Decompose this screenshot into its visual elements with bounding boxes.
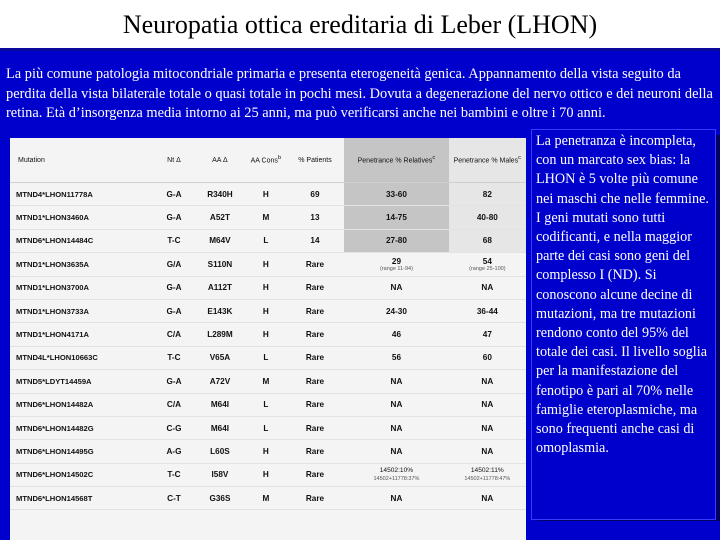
cell-mutation xyxy=(10,463,154,486)
header-penetrance-males: Penetrance % Males$^c$ xyxy=(449,138,526,183)
table-row xyxy=(10,487,526,510)
cell-aa-value: A112T xyxy=(207,283,232,293)
cell-nt-value: T-C xyxy=(167,236,181,246)
cell-penetrance-males-value: NA xyxy=(481,376,494,386)
cell-patients xyxy=(286,183,344,206)
cell-patients-value: 69 xyxy=(310,189,320,199)
cell-aa-cons-value: H xyxy=(262,283,269,293)
cell-patients-value: Rare xyxy=(305,400,325,410)
cell-mutation-value: MTND1*LHON3460A xyxy=(16,213,90,223)
cell-nt-value: A-G xyxy=(166,446,182,456)
cell-aa-value: M64I xyxy=(210,400,230,410)
cell-mutation xyxy=(10,183,154,206)
cell-mutation-value: MTND6*LHON14482G xyxy=(16,423,94,433)
cell-penetrance-relatives xyxy=(344,276,448,299)
cell-patients-value: Rare xyxy=(305,353,325,363)
cell-nt xyxy=(154,487,194,510)
cell-penetrance-relatives xyxy=(344,416,448,439)
cell-aa-value: I58V xyxy=(211,470,229,480)
cell-mutation-value: MTND6*LHON14568T xyxy=(16,493,93,503)
cell-nt xyxy=(154,276,194,299)
cell-patients xyxy=(286,440,344,463)
cell-nt xyxy=(154,416,194,439)
cell-penetrance-males-value: 40-80 xyxy=(476,213,498,223)
cell-aa-cons xyxy=(246,276,286,299)
table-row xyxy=(10,229,526,252)
cell-aa-value: A52T xyxy=(209,213,230,223)
cell-mutation xyxy=(10,346,154,369)
cell-mutation-value: MTND1*LHON3733A xyxy=(16,306,90,316)
cell-nt-value: G-A xyxy=(166,376,182,386)
cell-penetrance-males xyxy=(449,416,526,439)
cell-patients xyxy=(286,463,344,486)
cell-nt xyxy=(154,440,194,463)
cell-mutation xyxy=(10,253,154,276)
cell-penetrance-relatives-note: 14502+11778:37% xyxy=(373,475,420,482)
cell-patients xyxy=(286,370,344,393)
cell-aa-value: G36S xyxy=(209,493,231,503)
cell-patients xyxy=(286,487,344,510)
side-text: La penetranza è incompleta, con un marcato sex bias: la LHON è 5 volte più comune nei maschi che nelle femmine. I geni mutati sono tutti codificanti, e nella maggior parte dei casi sono geni del complesso I (ND). Si conoscono alcune decine di mutazioni, ma tre mutazioni rendono conto del 95% del totale dei casi. Il livello soglia per la manifestazione del fenotipo è pari al 70% nelle famiglie eteroplasmiche, ma sono frequenti anche casi di omoplasmia. xyxy=(536,133,709,457)
cell-aa-cons xyxy=(246,253,286,276)
cell-penetrance-relatives xyxy=(344,299,448,322)
cell-aa xyxy=(194,276,246,299)
cell-mutation-value: MTND6*LHON14495G xyxy=(16,446,94,456)
table-row xyxy=(10,440,526,463)
cell-mutation-value: MTND5*LDYT14459A xyxy=(16,376,92,386)
cell-aa-value: R340H xyxy=(207,189,233,199)
cell-penetrance-males-value: 36-44 xyxy=(476,306,498,316)
cell-aa-cons-value: H xyxy=(262,446,269,456)
slide-title: Neuropatia ottica ereditaria di Leber (LHON) xyxy=(122,10,598,39)
cell-aa-cons xyxy=(246,370,286,393)
cell-mutation xyxy=(10,416,154,439)
cell-aa-cons-value: L xyxy=(263,400,269,410)
cell-mutation-value: MTND1*LHON3635A xyxy=(16,259,90,269)
cell-nt-value: C-G xyxy=(166,423,182,433)
cell-aa-cons-value: H xyxy=(262,259,269,269)
cell-penetrance-relatives-note: (range 11-94) xyxy=(379,265,413,272)
cell-nt-value: C/A xyxy=(166,400,182,410)
table-row xyxy=(10,253,526,276)
cell-aa-cons-value: M xyxy=(262,213,270,223)
cell-patients-value: 14 xyxy=(310,236,320,246)
cell-nt-value: T-C xyxy=(167,353,181,363)
header-aa: AA Δ xyxy=(194,138,246,183)
cell-aa-value: S110N xyxy=(207,259,233,269)
table-row xyxy=(10,393,526,416)
table-header-row xyxy=(10,138,526,183)
table-row xyxy=(10,276,526,299)
cell-mutation-value: MTND1*LHON3700A xyxy=(16,283,90,293)
cell-mutation xyxy=(10,299,154,322)
cell-mutation xyxy=(10,440,154,463)
cell-penetrance-males xyxy=(449,299,526,322)
cell-penetrance-males-value: 47 xyxy=(482,330,492,340)
cell-penetrance-males-value: NA xyxy=(481,446,494,456)
cell-aa-cons-value: L xyxy=(263,236,269,246)
cell-patients-value: Rare xyxy=(305,306,325,316)
mutation-table-panel xyxy=(10,138,526,540)
cell-mutation-value: MTND4*LHON11778A xyxy=(16,189,93,199)
header-mutation: Mutation xyxy=(10,138,154,183)
cell-penetrance-relatives xyxy=(344,346,448,369)
cell-aa-cons xyxy=(246,183,286,206)
cell-penetrance-males xyxy=(449,370,526,393)
cell-aa-cons xyxy=(246,229,286,252)
title-bar xyxy=(0,0,720,51)
cell-aa-cons xyxy=(246,206,286,229)
cell-penetrance-relatives-value: 46 xyxy=(391,330,401,340)
cell-aa-cons-value: L xyxy=(263,353,269,363)
cell-nt-value: G-A xyxy=(166,283,182,293)
table-row xyxy=(10,370,526,393)
cell-penetrance-males-value: NA xyxy=(481,283,494,293)
cell-penetrance-relatives-value: NA xyxy=(390,376,403,386)
cell-mutation xyxy=(10,323,154,346)
cell-penetrance-males xyxy=(449,393,526,416)
cell-aa-value: L60S xyxy=(210,446,230,456)
cell-mutation xyxy=(10,370,154,393)
cell-penetrance-relatives xyxy=(344,183,448,206)
cell-aa-cons xyxy=(246,299,286,322)
cell-aa-value: M64I xyxy=(210,423,230,433)
cell-penetrance-males-note: (range 25-100) xyxy=(469,265,506,272)
cell-penetrance-relatives xyxy=(344,487,448,510)
header-nt: Nt Δ xyxy=(154,138,194,183)
cell-penetrance-relatives xyxy=(344,206,448,229)
cell-nt xyxy=(154,253,194,276)
cell-mutation-value: MTND6*LHON14484C xyxy=(16,236,94,246)
cell-penetrance-relatives-value: NA xyxy=(390,493,403,503)
cell-aa xyxy=(194,183,246,206)
cell-penetrance-males xyxy=(449,253,526,276)
cell-aa-cons-value: H xyxy=(262,470,269,480)
header-aa-cons: AA Cons$^b$ xyxy=(246,138,286,183)
cell-penetrance-males-value: 68 xyxy=(482,236,492,246)
cell-aa-cons xyxy=(246,487,286,510)
cell-nt xyxy=(154,183,194,206)
cell-patients xyxy=(286,253,344,276)
intro-paragraph: La più comune patologia mitocondriale primaria e presenta eterogeneità genica. Appannamento della vista seguito da perdita della vista bilaterale totale o quasi totale in pochi mesi. Dovuta a degenerazione del nervo ottico e dei neuroni della retina. Età d’insorgenza media intorno ai 25 anni, ma può verificarsi anche nei bambini e oltre i 70 anni. xyxy=(6,66,713,122)
cell-aa xyxy=(194,346,246,369)
cell-patients-value: Rare xyxy=(305,376,325,386)
table-row xyxy=(10,183,526,206)
cell-aa-cons-value: M xyxy=(262,376,270,386)
cell-penetrance-relatives-value: 27-80 xyxy=(385,236,407,246)
cell-mutation-value: MTND1*LHON4171A xyxy=(16,330,90,340)
cell-nt-value: G-A xyxy=(166,306,182,316)
cell-penetrance-males xyxy=(449,206,526,229)
cell-nt xyxy=(154,206,194,229)
cell-nt xyxy=(154,299,194,322)
cell-nt xyxy=(154,463,194,486)
cell-aa-cons-value: L xyxy=(263,423,269,433)
cell-aa xyxy=(194,206,246,229)
cell-aa-value: E143K xyxy=(207,306,233,316)
cell-penetrance-males-value: NA xyxy=(481,400,494,410)
cell-penetrance-relatives-value: 56 xyxy=(391,353,401,363)
cell-mutation-value: MTND4L*LHON10663C xyxy=(16,353,98,363)
cell-nt-value: G-A xyxy=(166,213,182,223)
cell-penetrance-males xyxy=(449,183,526,206)
cell-nt-value: G-A xyxy=(166,189,182,199)
cell-patients-value: Rare xyxy=(305,493,325,503)
cell-patients xyxy=(286,416,344,439)
cell-patients xyxy=(286,229,344,252)
cell-aa-value: V65A xyxy=(209,353,231,363)
table-row xyxy=(10,323,526,346)
cell-mutation xyxy=(10,206,154,229)
cell-mutation xyxy=(10,393,154,416)
cell-nt xyxy=(154,323,194,346)
cell-penetrance-relatives-value: 29 xyxy=(391,256,401,266)
side-panel xyxy=(531,129,716,520)
cell-aa xyxy=(194,370,246,393)
cell-mutation xyxy=(10,487,154,510)
mutation-table xyxy=(10,138,526,510)
cell-nt-value: C/A xyxy=(166,330,182,340)
cell-penetrance-males xyxy=(449,487,526,510)
cell-penetrance-males xyxy=(449,463,526,486)
cell-penetrance-relatives xyxy=(344,253,448,276)
cell-aa-cons xyxy=(246,440,286,463)
cell-penetrance-males-value: NA xyxy=(481,493,494,503)
cell-nt xyxy=(154,346,194,369)
cell-penetrance-relatives-value: 14502:10% xyxy=(379,466,414,474)
cell-patients xyxy=(286,206,344,229)
cell-aa-value: A72V xyxy=(209,376,231,386)
cell-mutation-value: MTND6*LHON14482A xyxy=(16,400,94,410)
cell-aa xyxy=(194,463,246,486)
cell-patients xyxy=(286,323,344,346)
table-row xyxy=(10,206,526,229)
cell-patients-value: 13 xyxy=(310,213,320,223)
cell-aa-cons-value: M xyxy=(262,493,270,503)
cell-aa-cons xyxy=(246,393,286,416)
cell-penetrance-relatives-value: NA xyxy=(390,400,403,410)
cell-patients-value: Rare xyxy=(305,446,325,456)
cell-penetrance-relatives xyxy=(344,370,448,393)
cell-patients xyxy=(286,276,344,299)
table-row xyxy=(10,416,526,439)
header-penetrance-relatives: Penetrance % Relatives$^c$ xyxy=(344,138,448,183)
cell-aa xyxy=(194,440,246,463)
cell-nt xyxy=(154,393,194,416)
cell-penetrance-relatives-value: NA xyxy=(390,446,403,456)
cell-aa-cons-value: H xyxy=(262,189,269,199)
cell-aa xyxy=(194,487,246,510)
cell-aa-cons xyxy=(246,323,286,346)
cell-penetrance-males-value: 82 xyxy=(482,189,492,199)
cell-aa xyxy=(194,416,246,439)
cell-nt xyxy=(154,229,194,252)
cell-aa-cons xyxy=(246,463,286,486)
cell-mutation xyxy=(10,276,154,299)
cell-aa xyxy=(194,229,246,252)
table-row xyxy=(10,346,526,369)
cell-patients xyxy=(286,393,344,416)
cell-aa-value: M64V xyxy=(209,236,231,246)
cell-aa-cons-value: H xyxy=(262,306,269,316)
cell-penetrance-males xyxy=(449,276,526,299)
cell-patients xyxy=(286,346,344,369)
cell-penetrance-relatives-value: 24-30 xyxy=(385,306,407,316)
cell-patients-value: Rare xyxy=(305,330,325,340)
cell-penetrance-relatives-value: NA xyxy=(390,423,403,433)
cell-penetrance-males-value: 60 xyxy=(482,353,492,363)
cell-penetrance-relatives-value: NA xyxy=(390,283,403,293)
cell-patients-value: Rare xyxy=(305,423,325,433)
header-patients: % Patients xyxy=(286,138,344,183)
cell-penetrance-males xyxy=(449,323,526,346)
cell-aa-value: L289M xyxy=(207,330,233,340)
cell-nt-value: C-T xyxy=(167,493,181,503)
cell-penetrance-males xyxy=(449,229,526,252)
cell-aa xyxy=(194,253,246,276)
cell-penetrance-relatives xyxy=(344,323,448,346)
cell-penetrance-relatives-value: 14-75 xyxy=(385,213,407,223)
cell-nt-value: G/A xyxy=(166,259,182,269)
cell-patients-value: Rare xyxy=(305,283,325,293)
cell-penetrance-males xyxy=(449,346,526,369)
cell-nt-value: T-C xyxy=(167,470,181,480)
cell-aa-cons xyxy=(246,346,286,369)
cell-aa xyxy=(194,323,246,346)
cell-aa xyxy=(194,393,246,416)
cell-nt xyxy=(154,370,194,393)
cell-penetrance-relatives-value: 33-60 xyxy=(385,189,407,199)
cell-patients-value: Rare xyxy=(305,470,325,480)
cell-penetrance-males xyxy=(449,440,526,463)
cell-patients-value: Rare xyxy=(305,259,325,269)
table-row xyxy=(10,463,526,486)
cell-penetrance-relatives xyxy=(344,229,448,252)
cell-mutation xyxy=(10,229,154,252)
cell-penetrance-relatives xyxy=(344,393,448,416)
cell-aa-cons-value: H xyxy=(262,330,269,340)
cell-penetrance-males-note: 14502+11778:47% xyxy=(464,475,511,482)
cell-penetrance-males-value: 14502:11% xyxy=(470,466,504,474)
table-row xyxy=(10,299,526,322)
cell-penetrance-relatives xyxy=(344,440,448,463)
cell-mutation-value: MTND6*LHON14502C xyxy=(16,470,94,480)
cell-patients xyxy=(286,299,344,322)
cell-aa-cons xyxy=(246,416,286,439)
cell-aa xyxy=(194,299,246,322)
cell-penetrance-males-value: 54 xyxy=(482,256,492,266)
cell-penetrance-relatives xyxy=(344,463,448,486)
cell-penetrance-males-value: NA xyxy=(481,423,494,433)
